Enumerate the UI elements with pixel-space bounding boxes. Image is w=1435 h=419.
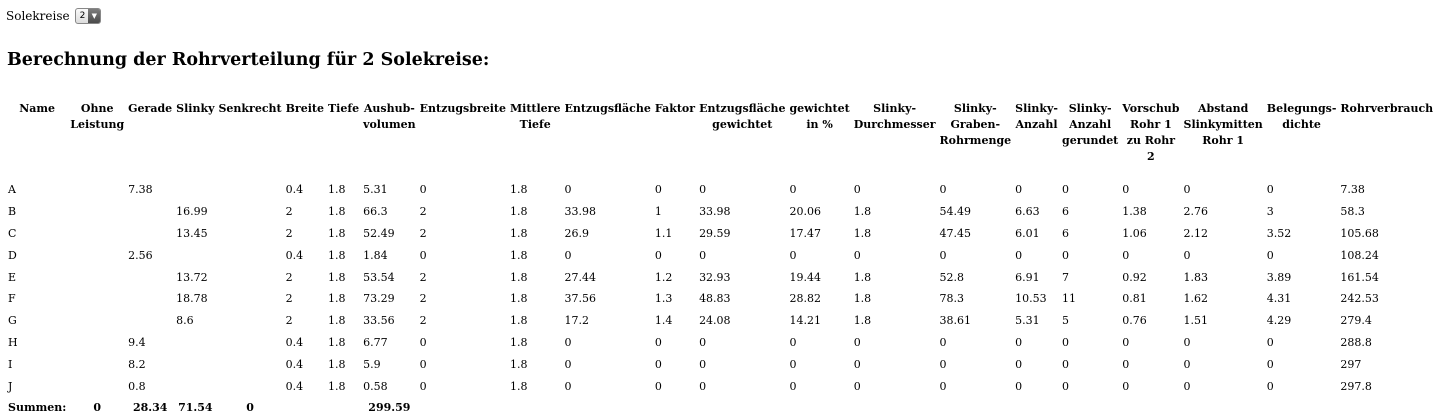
table-cell: 6 — [1062, 205, 1070, 219]
table-cell: 0 — [853, 183, 861, 197]
table-cell: 0 — [1183, 248, 1191, 262]
table-cell: 0.4 — [285, 357, 304, 371]
table-cell: 33.98 — [699, 205, 731, 219]
column-header: Senkrecht — [218, 102, 282, 115]
sum-cell — [1338, 397, 1435, 419]
table-cell: 52.8 — [939, 270, 965, 284]
table-body — [6, 179, 1435, 419]
sum-cell: 0 — [246, 401, 254, 415]
table-cell: 0 — [789, 379, 797, 393]
table-cell: 0 — [654, 379, 662, 393]
table-cell: 54.49 — [939, 205, 972, 219]
table-cell: 0 — [853, 357, 861, 371]
column-header: Vorschub Rohr 1 zu Rohr 2 — [1122, 102, 1180, 163]
table-cell: 2 — [285, 292, 293, 306]
table-cell: 1 — [654, 205, 662, 219]
table-cell: 161.54 — [1340, 270, 1379, 284]
table-cell: 297 — [1340, 357, 1362, 371]
table-cell: 1.8 — [853, 292, 872, 306]
table-cell: 0.4 — [285, 183, 304, 197]
table-cell: 1.1 — [654, 226, 673, 240]
table-cell: J — [8, 379, 13, 393]
table-cell: 0 — [1122, 379, 1130, 393]
table-cell: 18.78 — [176, 292, 208, 306]
table-cell: 297.8 — [1340, 379, 1372, 393]
table-cell: I — [8, 357, 13, 371]
table-cell: 0 — [1183, 335, 1191, 349]
table-cell: 1.4 — [654, 314, 673, 328]
sum-cell — [508, 397, 563, 419]
table-cell: 0.8 — [128, 379, 146, 393]
table-cell: 6.77 — [363, 335, 388, 349]
table-cell — [126, 310, 174, 332]
table-cell: 6 — [1062, 226, 1070, 240]
table-cell: 1.83 — [1183, 270, 1208, 284]
table-cell: 33.56 — [363, 314, 395, 328]
table-cell: 0.81 — [1122, 292, 1147, 306]
sum-cell: 0 — [93, 401, 102, 415]
table-cell — [174, 332, 216, 354]
table-row — [6, 332, 1435, 354]
column-header: Slinky-Graben-Rohrmenge — [939, 102, 1012, 147]
table-cell — [68, 288, 126, 310]
table-cell: 3.89 — [1266, 270, 1292, 284]
table-cell: 1.8 — [509, 226, 528, 240]
table-cell: 11 — [1062, 292, 1077, 306]
table-cell: 0 — [939, 379, 947, 393]
table-cell: 0 — [1122, 357, 1130, 371]
table-cell — [68, 223, 126, 245]
table-cell: 2 — [285, 270, 293, 284]
sum-cell — [1013, 397, 1060, 419]
table-cell: 1.8 — [853, 270, 872, 284]
table-cell — [126, 288, 174, 310]
table-cell: 1.8 — [327, 248, 346, 262]
table-cell — [216, 375, 283, 397]
table-cell: 0 — [1183, 357, 1191, 371]
table-cell: 1.8 — [327, 292, 346, 306]
table-cell: 1.06 — [1122, 226, 1147, 240]
table-cell: 0 — [853, 379, 861, 393]
chevron-down-icon: ▼ — [88, 9, 100, 23]
table-cell: 1.2 — [654, 270, 673, 284]
table-cell — [216, 244, 283, 266]
table-cell — [216, 179, 283, 201]
table-cell: 2 — [419, 292, 427, 306]
table-cell: 78.3 — [939, 292, 965, 306]
table-cell: 0 — [1183, 183, 1191, 197]
table-cell — [216, 201, 283, 223]
table-cell: 5 — [1062, 314, 1070, 328]
table-cell: 0 — [419, 248, 427, 262]
table-cell: 17.2 — [564, 314, 589, 328]
table-cell: 73.29 — [363, 292, 395, 306]
pipe-distribution-table — [6, 101, 1435, 419]
page-title: Berechnung der Rohrverteilung für 2 Solekreise: — [7, 50, 490, 70]
table-cell: 1.51 — [1183, 314, 1208, 328]
table-cell: 16.99 — [176, 205, 208, 219]
table-cell: 1.8 — [327, 205, 346, 219]
column-header: Mittlere Tiefe — [509, 102, 561, 131]
column-header: Gerade — [128, 102, 173, 115]
table-cell: 2 — [419, 226, 427, 240]
column-header: Tiefe — [327, 102, 360, 115]
table-cell: 0 — [1266, 379, 1274, 393]
column-header: gewichtet in % — [789, 102, 850, 131]
table-cell: 0 — [699, 183, 707, 197]
table-cell: 108.24 — [1340, 248, 1379, 262]
table-cell: 33.98 — [564, 205, 596, 219]
table-cell: 48.83 — [699, 292, 731, 306]
table-cell: A — [8, 183, 16, 197]
table-cell — [68, 375, 126, 397]
table-cell: 0 — [789, 183, 797, 197]
table-cell: 0 — [654, 357, 662, 371]
table-cell — [68, 310, 126, 332]
table-cell — [174, 179, 216, 201]
table-cell: 1.8 — [853, 314, 872, 328]
sum-cell — [787, 397, 851, 419]
sum-cell: 71.54 — [178, 401, 213, 415]
table-cell — [216, 353, 283, 375]
table-cell — [216, 288, 283, 310]
table-row — [6, 310, 1435, 332]
table-cell: 2 — [419, 314, 427, 328]
table-cell: 1.8 — [509, 379, 528, 393]
table-cell: 0 — [699, 248, 707, 262]
table-cell: 105.68 — [1340, 226, 1379, 240]
table-cell — [68, 266, 126, 288]
table-cell: 0 — [699, 379, 707, 393]
table-cell: G — [8, 314, 17, 328]
table-cell: 288.8 — [1340, 335, 1372, 349]
sum-cell: 28.34 — [132, 401, 168, 415]
table-cell: D — [8, 248, 17, 262]
table-cell: 0 — [654, 335, 662, 349]
table-cell: 0.76 — [1122, 314, 1147, 328]
table-cell: 0 — [1266, 335, 1274, 349]
table-cell: 37.56 — [564, 292, 596, 306]
table-cell: 0 — [1015, 183, 1023, 197]
table-cell: 0 — [419, 335, 427, 349]
table-cell: B — [8, 205, 17, 219]
column-header: Ohne Leistung — [70, 102, 125, 131]
sum-cell — [284, 397, 326, 419]
table-cell — [216, 332, 283, 354]
table-cell — [68, 353, 126, 375]
table-cell: 14.21 — [789, 314, 821, 328]
sum-cell — [1120, 397, 1181, 419]
table-cell: 0 — [419, 357, 427, 371]
table-cell: 0 — [699, 335, 707, 349]
table-cell: 9.4 — [128, 335, 146, 349]
table-cell: 5.31 — [1015, 314, 1040, 328]
sum-cell — [1265, 397, 1339, 419]
table-cell: C — [8, 226, 17, 240]
table-cell: 4.31 — [1266, 292, 1292, 306]
table-cell: 0 — [1015, 335, 1023, 349]
table-cell — [216, 266, 283, 288]
table-cell: 0 — [1266, 248, 1274, 262]
table-cell: 0 — [853, 248, 861, 262]
table-cell: 0 — [853, 335, 861, 349]
table-cell: 242.53 — [1340, 292, 1379, 306]
table-cell: 4.29 — [1266, 314, 1292, 328]
table-cell: 13.72 — [176, 270, 208, 284]
table-row — [6, 353, 1435, 375]
sum-cell — [852, 397, 938, 419]
table-cell: 1.8 — [327, 270, 346, 284]
table-cell: 2.56 — [128, 248, 153, 262]
table-cell: 10.53 — [1015, 292, 1047, 306]
table-cell — [174, 353, 216, 375]
table-cell: 7 — [1062, 270, 1070, 284]
table-cell — [216, 310, 283, 332]
table-cell: 1.84 — [363, 248, 388, 262]
table-row — [6, 375, 1435, 397]
table-cell: 8.2 — [128, 357, 146, 371]
column-header: Entzugsbreite — [419, 102, 506, 115]
table-cell: 32.93 — [699, 270, 731, 284]
table-cell — [68, 244, 126, 266]
table-row — [6, 244, 1435, 266]
table-cell: 2 — [419, 205, 427, 219]
table-cell — [216, 223, 283, 245]
table-row — [6, 201, 1435, 223]
table-row — [6, 223, 1435, 245]
table-cell: E — [8, 270, 17, 284]
table-cell: 0 — [699, 357, 707, 371]
table-cell: 17.47 — [789, 226, 821, 240]
table-cell: 1.8 — [853, 205, 872, 219]
sum-cell: Summen: — [8, 401, 67, 415]
table-cell: 6.91 — [1015, 270, 1040, 284]
table-cell: 53.54 — [363, 270, 395, 284]
table-cell: F — [8, 292, 16, 306]
table-cell: 19.44 — [789, 270, 821, 284]
table-cell: 1.8 — [327, 379, 346, 393]
table-cell: 0 — [1062, 335, 1070, 349]
table-cell — [68, 201, 126, 223]
table-cell: 38.61 — [939, 314, 972, 328]
table-cell: 1.8 — [509, 335, 528, 349]
column-header: Slinky — [176, 102, 215, 115]
table-cell: 0 — [939, 335, 947, 349]
table-cell — [68, 332, 126, 354]
table-cell: 0 — [1062, 379, 1070, 393]
sum-cell: 299.59 — [368, 401, 411, 415]
table-cell: 58.3 — [1340, 205, 1365, 219]
table-cell — [174, 375, 216, 397]
table-cell: 0.4 — [285, 335, 304, 349]
column-header: Belegungs-dichte — [1266, 102, 1337, 131]
table-cell: 6.01 — [1015, 226, 1040, 240]
table-cell: 0.92 — [1122, 270, 1147, 284]
sum-cell — [326, 397, 361, 419]
table-cell: 2 — [285, 205, 293, 219]
table-cell: 5.31 — [363, 183, 388, 197]
table-cell — [126, 223, 174, 245]
table-cell: 1.8 — [853, 226, 872, 240]
table-cell: 0 — [1266, 357, 1274, 371]
sum-cell — [1060, 397, 1120, 419]
table-cell: 1.8 — [327, 314, 346, 328]
column-header: Entzugsfläche — [564, 102, 651, 115]
table-cell: 2 — [285, 226, 293, 240]
table-cell: 0 — [1015, 379, 1023, 393]
table-cell: 24.08 — [699, 314, 731, 328]
sum-cell — [697, 397, 787, 419]
table-cell: 0.4 — [285, 379, 304, 393]
column-header: Entzugsfläche gewichtet — [699, 102, 786, 131]
table-cell: 0 — [1015, 248, 1023, 262]
table-cell — [68, 179, 126, 201]
table-row — [6, 288, 1435, 310]
table-cell: 66.3 — [363, 205, 388, 219]
table-cell: 0 — [654, 183, 662, 197]
table-cell: 5.9 — [363, 357, 381, 371]
column-header: Name — [19, 102, 56, 115]
table-cell: 2 — [285, 314, 293, 328]
solekreise-label: Solekreise — [6, 9, 70, 23]
table-cell: 7.38 — [1340, 183, 1365, 197]
table-cell: 1.8 — [509, 270, 528, 284]
table-cell — [126, 266, 174, 288]
table-row — [6, 179, 1435, 201]
table-cell: 0 — [789, 357, 797, 371]
table-cell: 0 — [419, 183, 427, 197]
table-cell: 8.6 — [176, 314, 194, 328]
table-cell: 47.45 — [939, 226, 972, 240]
table-cell: 27.44 — [564, 270, 596, 284]
table-cell: 52.49 — [363, 226, 395, 240]
column-header: Rohrverbrauch — [1340, 102, 1434, 115]
sum-cell — [938, 397, 1014, 419]
table-cell: 1.8 — [509, 292, 528, 306]
table-cell: 0 — [419, 379, 427, 393]
table-cell: 1.8 — [327, 335, 346, 349]
column-header: Slinky-Durchmesser — [853, 102, 936, 131]
table-cell: 1.8 — [509, 205, 528, 219]
table-cell: 0 — [1062, 248, 1070, 262]
table-cell: 26.9 — [564, 226, 589, 240]
table-cell: 1.8 — [509, 357, 528, 371]
table-cell: 0 — [564, 248, 572, 262]
table-cell — [174, 244, 216, 266]
table-cell: 1.8 — [509, 248, 528, 262]
table-cell: 1.8 — [509, 183, 528, 197]
column-header: Slinky-Anzahl — [1015, 102, 1059, 131]
table-cell: 0 — [789, 335, 797, 349]
table-cell: 0 — [1062, 183, 1070, 197]
column-header: Abstand Slinkymitten Rohr 1 — [1183, 102, 1263, 147]
table-cell: 279.4 — [1340, 314, 1372, 328]
table-cell: 0 — [1015, 357, 1023, 371]
table-cell: 0 — [939, 357, 947, 371]
table-cell: 0 — [564, 183, 572, 197]
table-cell: 0 — [564, 357, 572, 371]
table-cell: 3.52 — [1266, 226, 1292, 240]
sum-cell — [1182, 397, 1265, 419]
table-cell: 1.8 — [327, 183, 346, 197]
table-row — [6, 266, 1435, 288]
table-cell: 0 — [1122, 248, 1130, 262]
table-cell: 0.58 — [363, 379, 388, 393]
table-cell: 1.8 — [327, 226, 346, 240]
table-cell: 0 — [564, 335, 572, 349]
table-cell: 0.4 — [285, 248, 304, 262]
sum-cell — [562, 397, 652, 419]
table-cell: 2.12 — [1183, 226, 1208, 240]
table-cell: 1.62 — [1183, 292, 1208, 306]
table-cell: 0 — [1062, 357, 1070, 371]
table-cell: 0 — [1266, 183, 1274, 197]
table-cell: 0 — [564, 379, 572, 393]
column-header: Slinky-Anzahl gerundet — [1062, 102, 1119, 147]
table-cell: 0 — [1122, 335, 1130, 349]
table-cell: H — [8, 335, 18, 349]
table-cell: 29.59 — [699, 226, 731, 240]
table-cell: 0 — [939, 248, 947, 262]
sum-cell — [653, 397, 697, 419]
column-header: Breite — [285, 102, 324, 115]
table-cell: 20.06 — [789, 205, 821, 219]
table-cell: 2.76 — [1183, 205, 1208, 219]
table-cell: 13.45 — [176, 226, 208, 240]
column-header: Aushub-volumen — [363, 102, 416, 131]
solekreise-select-value: 2 — [79, 11, 86, 21]
table-cell: 0 — [939, 183, 947, 197]
table-header-row — [6, 101, 1435, 179]
table-cell: 1.8 — [509, 314, 528, 328]
table-cell: 6.63 — [1015, 205, 1040, 219]
table-cell: 0 — [1183, 379, 1191, 393]
table-cell: 0 — [789, 248, 797, 262]
table-cell: 0 — [654, 248, 662, 262]
table-cell: 7.38 — [128, 183, 153, 197]
table-cell: 3 — [1266, 205, 1274, 219]
column-header: Faktor — [654, 102, 696, 115]
table-cell: 0 — [1122, 183, 1130, 197]
table-cell: 1.8 — [327, 357, 346, 371]
table-cell — [126, 201, 174, 223]
sum-cell — [418, 397, 508, 419]
table-cell: 1.38 — [1122, 205, 1147, 219]
table-cell: 28.82 — [789, 292, 821, 306]
sum-row — [6, 397, 1435, 419]
table-cell: 1.3 — [654, 292, 673, 306]
table-cell: 2 — [419, 270, 427, 284]
